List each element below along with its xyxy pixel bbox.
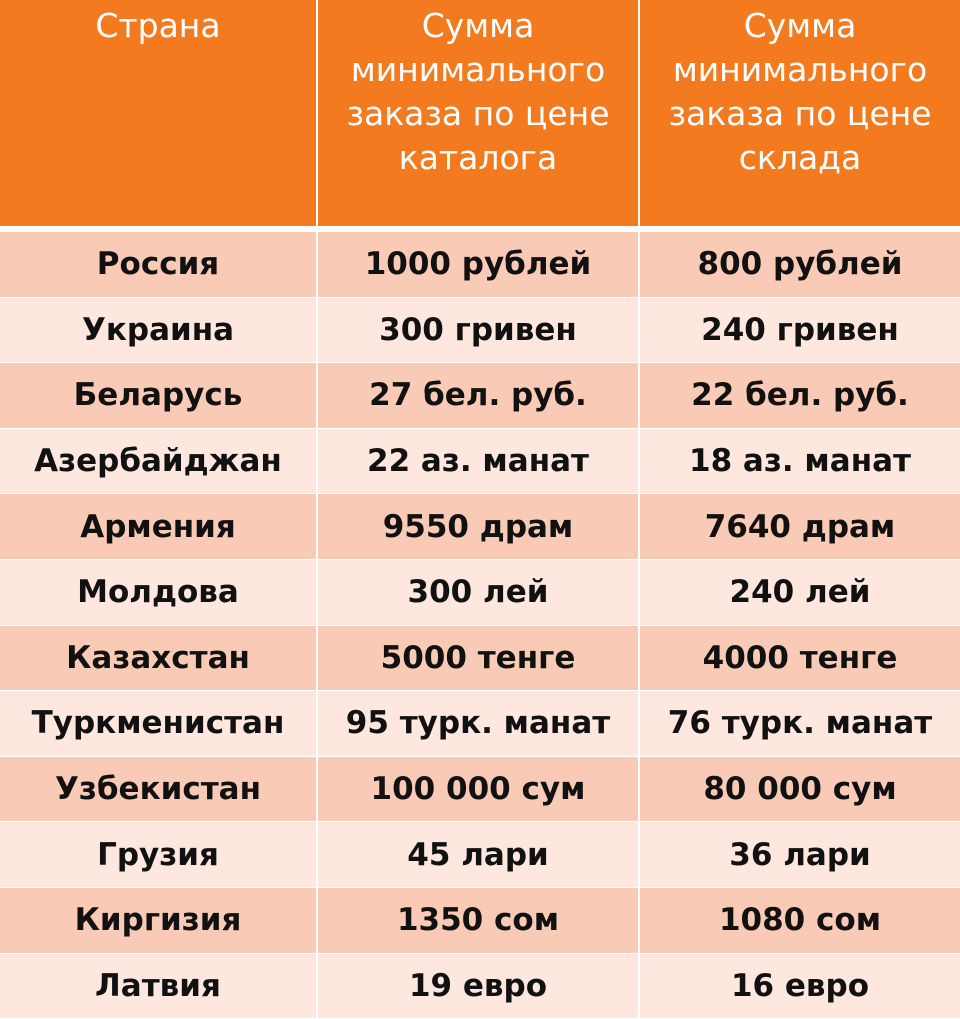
cell-warehouse-price: 1080 сом (718, 902, 882, 939)
cell-country: Киргизия (0, 888, 318, 953)
cell-catalog-price: 100 000 сум (318, 757, 640, 822)
table-row (0, 232, 960, 298)
cell-country: Россия (0, 232, 318, 297)
table-row (0, 888, 960, 954)
table-row (0, 363, 960, 429)
table-row (0, 954, 960, 1019)
cell-catalog-price: 1350 сом (318, 888, 640, 953)
cell-country: Туркменистан (0, 691, 318, 756)
cell-catalog-price: 22 аз. манат (318, 429, 640, 494)
table-row (0, 560, 960, 626)
table-body (0, 232, 960, 1019)
cell-warehouse-price: 80 000 сум (703, 771, 897, 808)
table-row (0, 626, 960, 692)
table-row (0, 429, 960, 495)
table-row (0, 757, 960, 823)
cell-catalog-price: 45 лари (318, 822, 640, 887)
cell-country: Беларусь (0, 363, 318, 428)
cell-catalog-price: 95 турк. манат (318, 691, 640, 756)
cell-warehouse-price: 240 лей (729, 574, 871, 611)
header-warehouse-price: Сумма минимального заказа по цене склада (668, 6, 932, 177)
cell-catalog-price: 300 гривен (318, 298, 640, 363)
cell-country: Украина (0, 298, 318, 363)
header-country: Страна (0, 0, 318, 226)
table-row (0, 298, 960, 364)
cell-warehouse-price: 76 турк. манат (667, 705, 933, 742)
cell-catalog-price: 300 лей (318, 560, 640, 625)
cell-catalog-price: 9550 драм (318, 494, 640, 559)
cell-country: Казахстан (0, 626, 318, 691)
cell-warehouse-price: 22 бел. руб. (691, 377, 909, 414)
cell-country: Армения (0, 494, 318, 559)
cell-country: Грузия (0, 822, 318, 887)
table-row (0, 691, 960, 757)
cell-country: Узбекистан (0, 757, 318, 822)
table-header-row (0, 0, 960, 226)
cell-warehouse-price: 36 лари (729, 836, 871, 873)
cell-catalog-price: 1000 рублей (318, 232, 640, 297)
cell-catalog-price: 27 бел. руб. (318, 363, 640, 428)
table-row (0, 822, 960, 888)
table-row (0, 494, 960, 560)
cell-catalog-price: 19 евро (318, 954, 640, 1019)
cell-country: Латвия (0, 954, 318, 1019)
cell-warehouse-price: 4000 тенге (702, 639, 898, 676)
cell-warehouse-price: 16 евро (730, 967, 870, 1004)
cell-warehouse-price: 240 гривен (701, 311, 899, 348)
cell-warehouse-price: 7640 драм (704, 508, 896, 545)
cell-country: Молдова (0, 560, 318, 625)
cell-country: Азербайджан (0, 429, 318, 494)
cell-warehouse-price: 18 аз. манат (689, 443, 911, 480)
header-catalog-price: Сумма минимального заказа по цене каталога (318, 0, 640, 226)
cell-catalog-price: 5000 тенге (318, 626, 640, 691)
cell-warehouse-price: 800 рублей (697, 246, 903, 283)
